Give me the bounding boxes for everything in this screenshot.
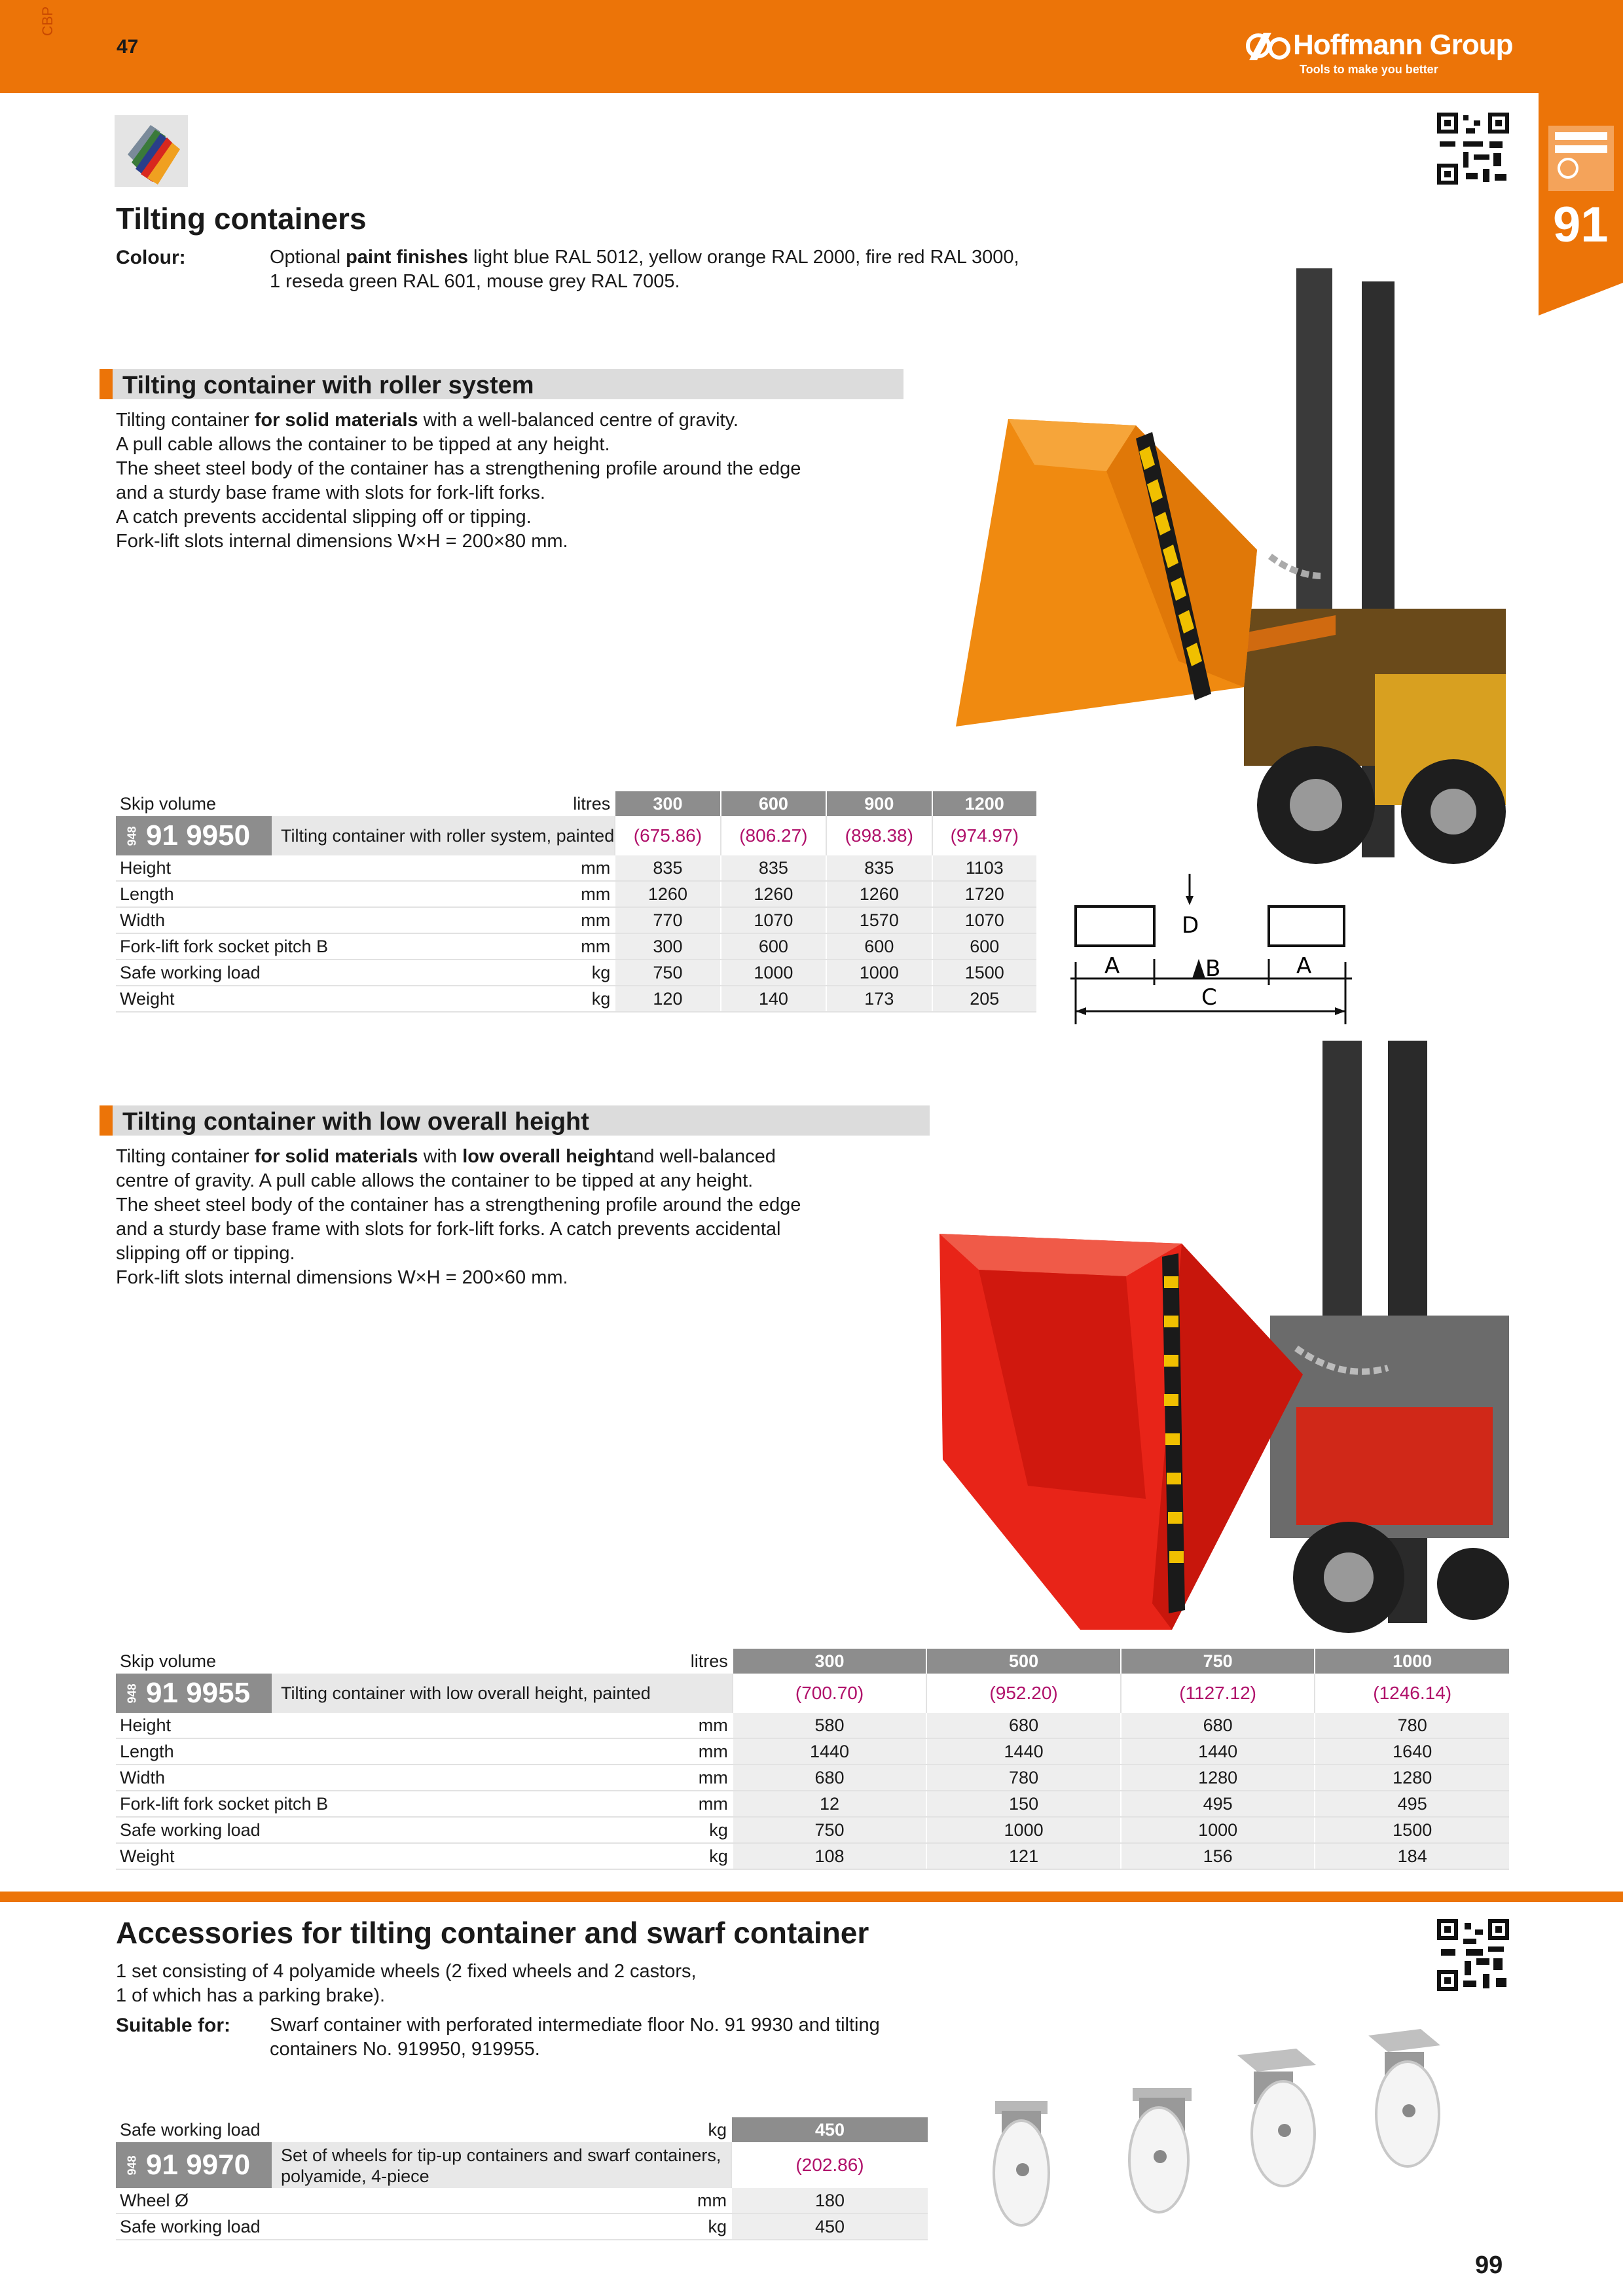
qr-code-icon	[1437, 113, 1509, 185]
qr-code-icon	[1437, 1919, 1509, 1991]
table-row: Height mm 580 680 680 780	[116, 1713, 1509, 1738]
dim-label-c: C	[1201, 984, 1217, 1011]
wheels-photo	[976, 2022, 1509, 2232]
table-row: Width mm 680 780 1280 1280	[116, 1765, 1509, 1791]
price-cell: (1246.14)	[1315, 1674, 1509, 1713]
brand-tagline: Tools to make you better	[1300, 63, 1438, 76]
table-row: Length mm 1440 1440 1440 1640	[116, 1738, 1509, 1765]
volume-cell: 500	[926, 1649, 1121, 1674]
unit-kg: kg	[708, 2119, 727, 2140]
volume-cell: 1200	[932, 791, 1036, 816]
header-chapter: 47	[117, 36, 139, 58]
price-cell: (202.86)	[731, 2142, 928, 2188]
article-prefix: 948	[125, 825, 139, 846]
skip-volume-label: Skip volume	[120, 793, 217, 814]
section-heading-roller: Tilting container with roller system	[100, 369, 1036, 399]
header-code: CBP	[39, 6, 56, 36]
brand-logo-icon	[1245, 30, 1292, 63]
table-row: Width mm 770 1070 1570 1070	[116, 907, 1036, 933]
table-row: Weight kg 120 140 173 205	[116, 986, 1036, 1012]
dim-label-d: D	[1182, 912, 1199, 939]
colour-label: Colour:	[116, 247, 186, 268]
spec-table-low-height	[116, 1649, 1509, 1870]
unit-litres: litres	[690, 1651, 728, 1671]
fixed-wheel-image	[994, 2101, 1049, 2225]
table-row: Safe working load kg 750 1000 1000 1500	[116, 1817, 1509, 1843]
price-cell: (806.27)	[721, 816, 826, 855]
article-prefix: 948	[125, 2155, 139, 2176]
article-description: Tilting container with low overall height, painted	[272, 1674, 732, 1713]
paint-swatches-image	[115, 115, 188, 187]
suitable-for-text: Swarf container with perforated intermediate floor No. 91 9930 and tilting containers No. 919950, 919955.	[270, 2015, 880, 2060]
load-cell: 450	[731, 2117, 928, 2142]
volume-cell: 300	[733, 1649, 927, 1674]
article-number: 91 9955	[146, 1677, 251, 1709]
table-row: Weight kg 108 121 156 184	[116, 1843, 1509, 1869]
dim-label-a-right: A	[1296, 953, 1312, 979]
volume-cell: 600	[721, 791, 826, 816]
safe-load-label: Safe working load	[120, 2119, 261, 2140]
accessories-description: 1 set consisting of 4 polyamide wheels (2 fixed wheels and 2 castors, 1 of which has a parking brake).	[116, 1961, 697, 2006]
table-row: Fork-lift fork socket pitch B mm 12 150 495 495	[116, 1791, 1509, 1817]
price-cell: (700.70)	[733, 1674, 927, 1713]
spec-table-roller	[116, 791, 1036, 1013]
volume-cell: 1000	[1315, 1649, 1509, 1674]
price-cell: (675.86)	[615, 816, 720, 855]
spec-table-wheels	[116, 2117, 928, 2240]
article-number: 91 9950	[146, 819, 251, 852]
table-row: Fork-lift fork socket pitch B mm 300 600 600 600	[116, 933, 1036, 960]
section-low-height-description: Tilting container for solid materials with low overall heightand well-balanced centre of gravity. A pull cable allows the container to be tipped at any height. The sheet steel body of the container has a strengthening profile around the edge and a sturdy base frame with slots for fork-lift forks. A catch prevents accidental slipping off or tipping. Fork-lift slots internal dimensions W×H = 200×60 mm.	[116, 1146, 801, 1288]
volume-cell: 750	[1121, 1649, 1315, 1674]
chapter-number: 91	[1553, 197, 1609, 253]
price-cell: (1127.12)	[1121, 1674, 1315, 1713]
table-row: Wheel Ø mm 180	[116, 2188, 928, 2214]
article-prefix: 948	[125, 1683, 139, 1704]
table-row: Safe working load kg 450	[116, 2214, 928, 2240]
low-height-container-photo	[930, 1041, 1509, 1633]
table-row: Safe working load kg 750 1000 1000 1500	[116, 960, 1036, 986]
unit-litres: litres	[573, 793, 611, 814]
article-description: Set of wheels for tip-up containers and swarf containers, polyamide, 4-piece	[272, 2142, 731, 2188]
accessories-title: Accessories for tilting container and swarf container	[116, 1916, 869, 1950]
article-number: 91 9970	[146, 2149, 251, 2181]
suitable-for-label: Suitable for:	[116, 2015, 231, 2036]
dimension-diagram	[1070, 874, 1352, 1024]
dim-label-a-left: A	[1104, 953, 1120, 979]
brand-name: Hoffmann Group	[1293, 29, 1513, 61]
table-row: Length mm 1260 1260 1260 1720	[116, 881, 1036, 907]
section-roller-description: Tilting container for solid materials with a well-balanced centre of gravity. A pull cable allows the container to be tipped at any height. The sheet steel body of the container has a strengthening profile around the edge and a sturdy base frame with slots for fork-lift forks. A catch prevents accidental slipping off or tipping. Fork-lift slots internal dimensions W×H = 200×80 mm.	[116, 410, 801, 552]
volume-cell: 300	[615, 791, 720, 816]
section-heading-low-height: Tilting container with low overall height	[100, 1105, 1036, 1136]
price-cell: (898.38)	[826, 816, 932, 855]
volume-cell: 900	[826, 791, 932, 816]
colour-text: Optional paint finishes light blue RAL 5012, yellow orange RAL 2000, fire red RAL 3000, 1 reseda green RAL 601, mouse grey RAL 7005.	[270, 247, 1019, 292]
section-divider	[0, 1892, 1623, 1902]
article-description: Tilting container with roller system, painted	[272, 816, 614, 855]
page-title: Tilting containers	[116, 202, 367, 236]
skip-volume-label: Skip volume	[120, 1651, 217, 1671]
dim-label-b: B	[1205, 956, 1221, 982]
price-cell: (952.20)	[926, 1674, 1121, 1713]
table-row: Height mm 835 835 835 1103	[116, 855, 1036, 881]
roller-container-photo	[903, 268, 1509, 867]
page-number: 99	[1475, 2251, 1503, 2279]
price-cell: (974.97)	[932, 816, 1036, 855]
